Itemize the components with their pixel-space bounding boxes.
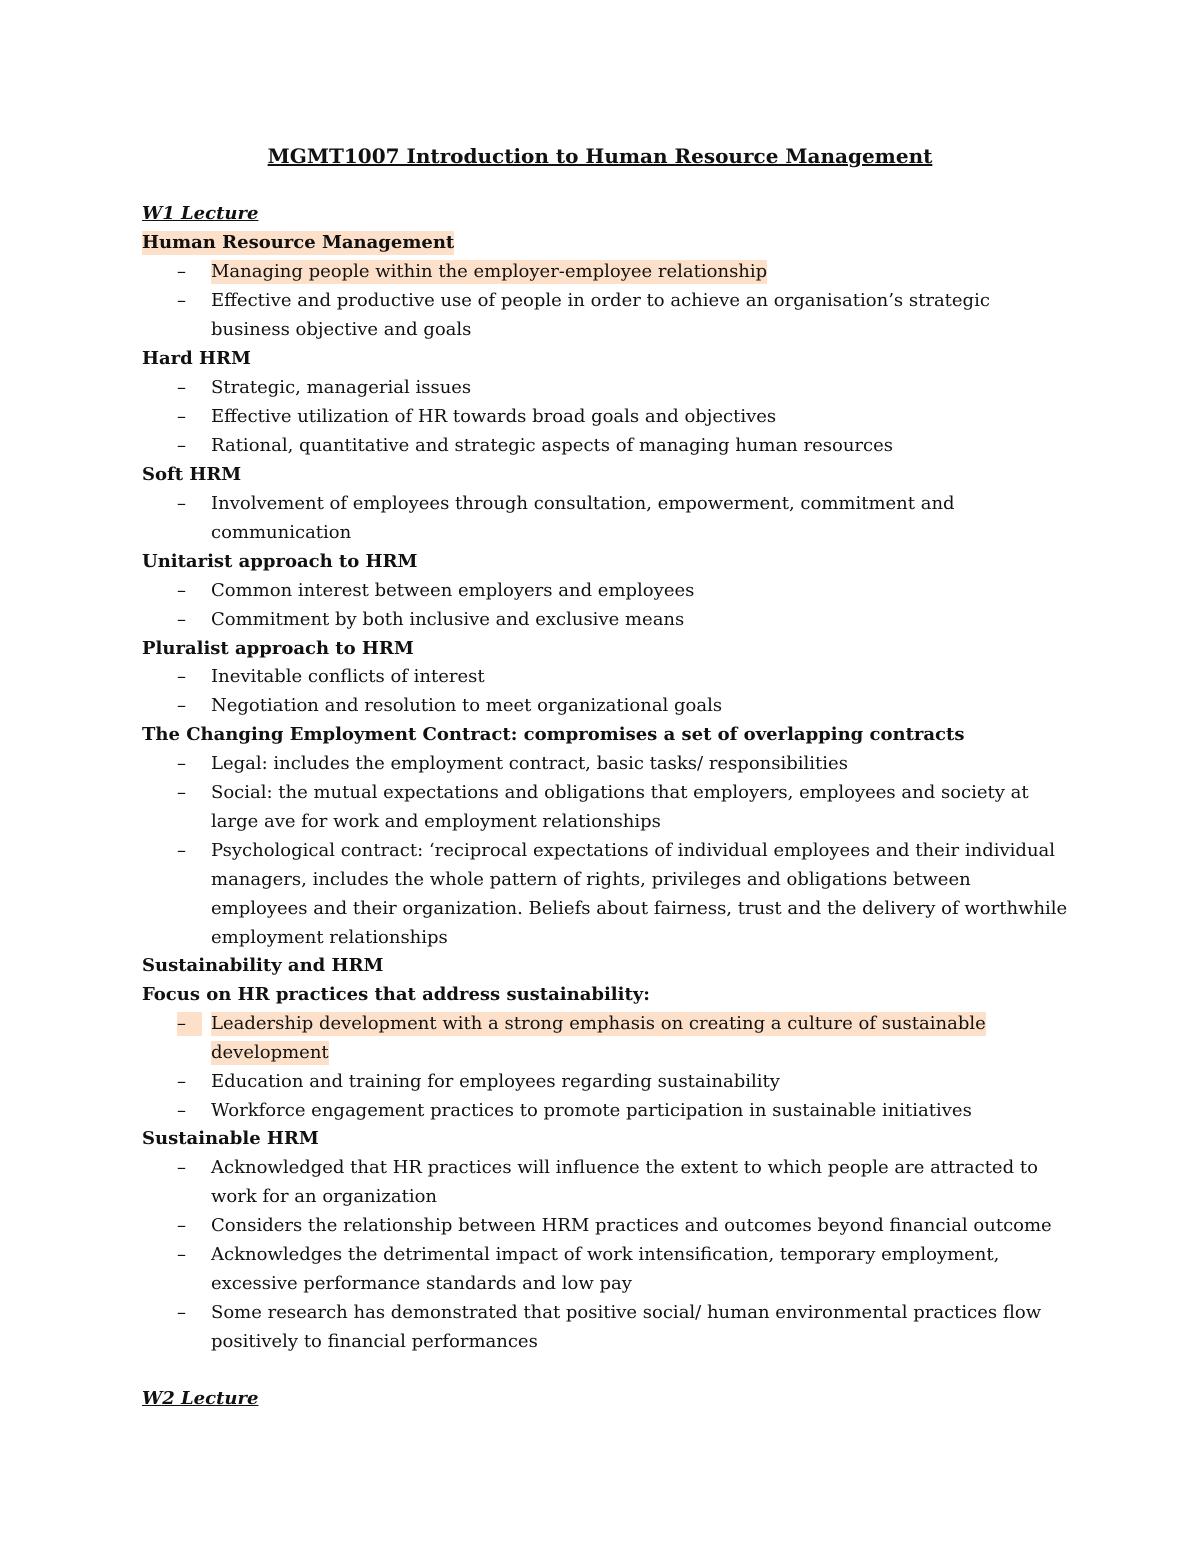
heading-unitarist: Unitarist approach to HRM — [142, 551, 418, 572]
contract-bullet-3-line-4: employment relationships — [211, 927, 448, 948]
hard-hrm-bullet-3: Rational, quantitative and strategic aspects of managing human resources — [211, 435, 893, 456]
heading-sustainable-hrm: Sustainable HRM — [142, 1128, 319, 1149]
bullet-dash: – — [177, 435, 186, 456]
contract-bullet-1: Legal: includes the employment contract, basic tasks/ responsibilities — [211, 753, 848, 774]
sustainable-hrm-bullet-1-line-1: Acknowledged that HR practices will influence the extent to which people are attracted to — [211, 1157, 1038, 1178]
contract-bullet-3-line-3: employees and their organization. Beliefs about fairness, trust and the delivery of worthwhile — [211, 898, 1068, 919]
heading-pluralist: Pluralist approach to HRM — [142, 638, 414, 659]
bullet-dash: – — [177, 580, 186, 601]
bullet-dash: – — [177, 261, 186, 282]
document-title: MGMT1007 Introduction to Human Resource Management — [267, 144, 933, 168]
w1-lecture-label: W1 Lecture — [142, 203, 259, 224]
sustainable-hrm-bullet-4-line-2: positively to financial performances — [211, 1331, 538, 1352]
w2-lecture-label: W2 Lecture — [142, 1388, 259, 1409]
bullet-dash: – — [177, 406, 186, 427]
heading-employment-contract: The Changing Employment Contract: compromises a set of overlapping contracts — [142, 724, 965, 745]
contract-bullet-3-line-2: managers, includes the whole pattern of rights, privileges and obligations between — [211, 869, 971, 890]
bullet-dash: – — [177, 666, 186, 687]
sustainability-bullet-1-line-1: Leadership development with a strong emphasis on creating a culture of sustainable — [211, 1013, 986, 1034]
sustainable-hrm-bullet-3-line-2: excessive performance standards and low pay — [211, 1273, 632, 1294]
soft-hrm-bullet-1-line-2: communication — [211, 522, 352, 543]
bullet-dash: – — [177, 1157, 186, 1178]
bullet-dash: – — [177, 840, 186, 861]
heading-soft-hrm: Soft HRM — [142, 464, 242, 485]
bullet-dash: – — [177, 1215, 186, 1236]
bullet-dash: – — [177, 1012, 202, 1036]
subheading-sustainability-practices: Focus on HR practices that address sustainability: — [142, 984, 650, 1005]
pluralist-bullet-1: Inevitable conflicts of interest — [211, 666, 485, 687]
heading-sustainability: Sustainability and HRM — [142, 955, 384, 976]
soft-hrm-bullet-1-line-1: Involvement of employees through consultation, empowerment, commitment and — [211, 493, 955, 514]
hard-hrm-bullet-1: Strategic, managerial issues — [211, 377, 472, 398]
hrm-bullet-2-line-2: business objective and goals — [211, 319, 472, 340]
contract-bullet-3-line-1: Psychological contract: ‘reciprocal expectations of individual employees and their individual — [211, 840, 1056, 861]
unitarist-bullet-2: Commitment by both inclusive and exclusive means — [211, 609, 685, 630]
hrm-bullet-1: Managing people within the employer-employee relationship — [211, 261, 768, 282]
bullet-dash: – — [177, 1302, 186, 1323]
sustainable-hrm-bullet-1-line-2: work for an organization — [211, 1186, 438, 1207]
bullet-dash: – — [177, 493, 186, 514]
contract-bullet-2-line-2: large ave for work and employment relationships — [211, 811, 661, 832]
bullet-dash: – — [177, 753, 186, 774]
heading-hrm: Human Resource Management — [142, 232, 455, 253]
unitarist-bullet-1: Common interest between employers and employees — [211, 580, 695, 601]
bullet-dash: – — [177, 290, 186, 311]
sustainability-bullet-2: Education and training for employees regarding sustainability — [211, 1071, 780, 1092]
hrm-bullet-2-line-1: Effective and productive use of people in order to achieve an organisation’s strategic — [211, 290, 990, 311]
pluralist-bullet-2: Negotiation and resolution to meet organizational goals — [211, 695, 723, 716]
sustainable-hrm-bullet-4-line-1: Some research has demonstrated that positive social/ human environmental practices flow — [211, 1302, 1042, 1323]
bullet-dash: – — [177, 377, 186, 398]
sustainable-hrm-bullet-2: Considers the relationship between HRM practices and outcomes beyond financial outcome — [211, 1215, 1052, 1236]
heading-hard-hrm: Hard HRM — [142, 348, 251, 369]
bullet-dash: – — [177, 1071, 186, 1092]
hard-hrm-bullet-2: Effective utilization of HR towards broad goals and objectives — [211, 406, 777, 427]
bullet-dash: – — [177, 695, 186, 716]
bullet-dash: – — [177, 782, 186, 803]
sustainability-bullet-1-line-2: development — [211, 1042, 329, 1063]
bullet-dash: – — [177, 1100, 186, 1121]
contract-bullet-2-line-1: Social: the mutual expectations and obligations that employers, employees and society at — [211, 782, 1029, 803]
sustainable-hrm-bullet-3-line-1: Acknowledges the detrimental impact of work intensification, temporary employment, — [211, 1244, 1000, 1265]
sustainability-bullet-3: Workforce engagement practices to promote participation in sustainable initiatives — [211, 1100, 972, 1121]
bullet-dash: – — [177, 1244, 186, 1265]
bullet-dash: – — [177, 609, 186, 630]
